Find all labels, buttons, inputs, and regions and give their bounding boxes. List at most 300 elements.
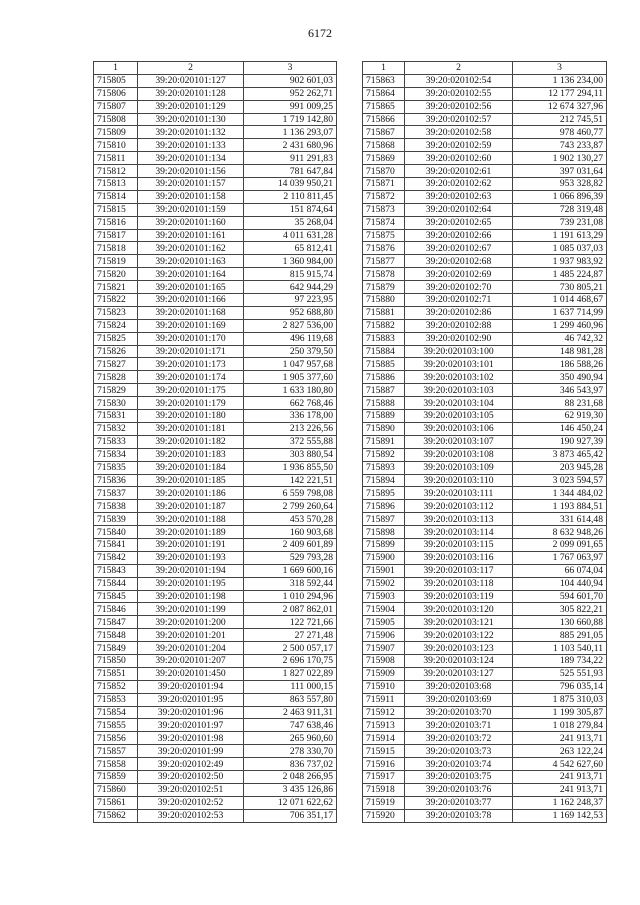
cadastral-number: 39:20:020101:189: [138, 526, 244, 539]
row-number: 715895: [363, 487, 405, 500]
cadastral-number: 39:20:020103:68: [405, 680, 513, 693]
table-row: [94, 745, 337, 758]
table-row: [363, 616, 607, 629]
cadastral-value: 1 637 714,99: [513, 306, 607, 319]
row-number: 715878: [363, 268, 405, 281]
row-number: 715847: [94, 616, 138, 629]
row-number: 715834: [94, 448, 138, 461]
row-number: 715868: [363, 139, 405, 152]
row-number: 715831: [94, 410, 138, 423]
table-row: [363, 526, 607, 539]
row-number: 715812: [94, 165, 138, 178]
cadastral-number: 39:20:020103:103: [405, 384, 513, 397]
table-row: [94, 74, 337, 87]
cadastral-value: 336 178,00: [244, 410, 337, 423]
cadastral-number: 39:20:020101:207: [138, 654, 244, 667]
table-row: [363, 809, 607, 822]
table-row: [363, 667, 607, 680]
cadastral-value: 642 944,29: [244, 281, 337, 294]
cadastral-number: 39:20:020101:129: [138, 100, 244, 113]
cadastral-number: 39:20:020101:173: [138, 358, 244, 371]
cadastral-number: 39:20:020101:201: [138, 629, 244, 642]
table-row: [363, 770, 607, 783]
cadastral-number: 39:20:020101:128: [138, 87, 244, 100]
cadastral-value: 14 039 950,21: [244, 178, 337, 191]
row-number: 715810: [94, 139, 138, 152]
cadastral-value: 263 122,24: [513, 745, 607, 758]
cadastral-number: 39:20:020103:116: [405, 551, 513, 564]
row-number: 715826: [94, 345, 138, 358]
row-number: 715817: [94, 229, 138, 242]
cadastral-number: 39:20:020101:162: [138, 242, 244, 255]
cadastral-number: 39:20:020103:124: [405, 654, 513, 667]
cadastral-value: 796 035,14: [513, 680, 607, 693]
cadastral-value: 122 721,66: [244, 616, 337, 629]
cadastral-number: 39:20:020102:49: [138, 758, 244, 771]
cadastral-number: 39:20:020103:72: [405, 732, 513, 745]
cadastral-number: 39:20:020102:52: [138, 796, 244, 809]
table-row: [94, 152, 337, 165]
table-body-left: [94, 74, 337, 822]
cadastral-value: 1 136 234,00: [513, 74, 607, 87]
cadastral-number: 39:20:020103:127: [405, 667, 513, 680]
table-row: [94, 770, 337, 783]
table-row: [94, 809, 337, 822]
cadastral-value: 1 827 022,89: [244, 667, 337, 680]
table-row: [363, 281, 607, 294]
cadastral-value: 189 734,22: [513, 654, 607, 667]
cadastral-value: 730 805,21: [513, 281, 607, 294]
table-row: [94, 306, 337, 319]
cadastral-number: 39:20:020101:134: [138, 152, 244, 165]
row-number: 715843: [94, 564, 138, 577]
table-row: [94, 719, 337, 732]
cadastral-number: 39:20:020102:54: [405, 74, 513, 87]
cadastral-number: 39:20:020102:53: [138, 809, 244, 822]
table-row: [363, 113, 607, 126]
cadastral-number: 39:20:020103:122: [405, 629, 513, 642]
table-row: [363, 538, 607, 551]
table-row: [94, 242, 337, 255]
cadastral-value: 1 103 540,11: [513, 642, 607, 655]
table-row: [94, 178, 337, 191]
row-number: 715907: [363, 642, 405, 655]
table-row: [94, 371, 337, 384]
table-row: [94, 551, 337, 564]
cadastral-number: 39:20:020101:175: [138, 384, 244, 397]
cadastral-number: 39:20:020102:63: [405, 190, 513, 203]
cadastral-number: 39:20:020101:188: [138, 513, 244, 526]
row-number: 715839: [94, 513, 138, 526]
cadastral-number: 39:20:020101:160: [138, 216, 244, 229]
cadastral-value: 12 674 327,96: [513, 100, 607, 113]
cadastral-value: 241 913,71: [513, 783, 607, 796]
cadastral-value: 1 633 180,80: [244, 384, 337, 397]
table-row: [94, 564, 337, 577]
table-row: [363, 577, 607, 590]
row-number: 715890: [363, 422, 405, 435]
cadastral-number: 39:20:020102:61: [405, 165, 513, 178]
cadastral-number: 39:20:020101:174: [138, 371, 244, 384]
cadastral-value: 46 742,32: [513, 332, 607, 345]
row-number: 715806: [94, 87, 138, 100]
table-row: [94, 538, 337, 551]
row-number: 715864: [363, 87, 405, 100]
cadastral-number: 39:20:020102:58: [405, 126, 513, 139]
cadastral-number: 39:20:020102:65: [405, 216, 513, 229]
cadastral-value: 991 009,25: [244, 100, 337, 113]
table-row: [363, 783, 607, 796]
row-number: 715873: [363, 203, 405, 216]
cadastral-number: 39:20:020103:121: [405, 616, 513, 629]
cadastral-value: 747 638,46: [244, 719, 337, 732]
table-row: [94, 100, 337, 113]
cadastral-number: 39:20:020101:200: [138, 616, 244, 629]
cadastral-number: 39:20:020102:64: [405, 203, 513, 216]
cadastral-number: 39:20:020103:106: [405, 422, 513, 435]
table-row: [94, 216, 337, 229]
cadastral-number: 39:20:020103:78: [405, 809, 513, 822]
cadastral-value: 186 588,26: [513, 358, 607, 371]
table-row: [363, 190, 607, 203]
row-number: 715874: [363, 216, 405, 229]
table-row: [94, 165, 337, 178]
table-row: [94, 203, 337, 216]
row-number: 715905: [363, 616, 405, 629]
table-row: [94, 693, 337, 706]
cadastral-number: 39:20:020101:198: [138, 590, 244, 603]
row-number: 715820: [94, 268, 138, 281]
cadastral-value: 739 231,08: [513, 216, 607, 229]
cadastral-value: 1 299 460,96: [513, 319, 607, 332]
cadastral-number: 39:20:020101:161: [138, 229, 244, 242]
cadastral-value: 952 688,80: [244, 306, 337, 319]
cadastral-value: 1 014 468,67: [513, 294, 607, 307]
cadastral-value: 1 902 130,27: [513, 152, 607, 165]
row-number: 715822: [94, 294, 138, 307]
cadastral-value: 706 351,17: [244, 809, 337, 822]
table-row: [94, 126, 337, 139]
table-row: [94, 294, 337, 307]
cadastral-value: 160 903,68: [244, 526, 337, 539]
cadastral-value: 911 291,83: [244, 152, 337, 165]
cadastral-value: 130 660,88: [513, 616, 607, 629]
cadastral-value: 728 319,48: [513, 203, 607, 216]
table-row: [363, 306, 607, 319]
row-number: 715828: [94, 371, 138, 384]
row-number: 715884: [363, 345, 405, 358]
cadastral-number: 39:20:020102:57: [405, 113, 513, 126]
cadastral-number: 39:20:020101:132: [138, 126, 244, 139]
table-header-row: [94, 62, 337, 75]
cadastral-value: 1 169 142,53: [513, 809, 607, 822]
cadastral-number: 39:20:020103:110: [405, 474, 513, 487]
row-number: 715859: [94, 770, 138, 783]
row-number: 715853: [94, 693, 138, 706]
cadastral-value: 97 223,95: [244, 294, 337, 307]
cadastral-value: 662 768,46: [244, 397, 337, 410]
cadastral-value: 902 601,03: [244, 74, 337, 87]
cadastral-value: 2 110 811,45: [244, 190, 337, 203]
cadastral-value: 12 071 622,62: [244, 796, 337, 809]
cadastral-value: 2 099 091,65: [513, 538, 607, 551]
table-row: [363, 319, 607, 332]
cadastral-number: 39:20:020103:111: [405, 487, 513, 500]
cadastral-value: 1 136 293,07: [244, 126, 337, 139]
row-number: 715862: [94, 809, 138, 822]
row-number: 715886: [363, 371, 405, 384]
cadastral-value: 27 271,48: [244, 629, 337, 642]
row-number: 715849: [94, 642, 138, 655]
cadastral-value: 62 919,30: [513, 410, 607, 423]
cadastral-number: 39:20:020102:56: [405, 100, 513, 113]
row-number: 715872: [363, 190, 405, 203]
cadastral-number: 39:20:020103:114: [405, 526, 513, 539]
row-number: 715821: [94, 281, 138, 294]
table-row: [94, 654, 337, 667]
cadastral-number: 39:20:020102:67: [405, 242, 513, 255]
table-row: [363, 216, 607, 229]
cadastral-number: 39:20:020103:101: [405, 358, 513, 371]
table-row: [363, 564, 607, 577]
table-row: [363, 642, 607, 655]
row-number: 715870: [363, 165, 405, 178]
cadastral-value: 66 074,04: [513, 564, 607, 577]
row-number: 715903: [363, 590, 405, 603]
table-row: [363, 758, 607, 771]
row-number: 715871: [363, 178, 405, 191]
cadastral-value: 3 023 594,57: [513, 474, 607, 487]
cadastral-value: 594 601,70: [513, 590, 607, 603]
cadastral-number: 39:20:020103:102: [405, 371, 513, 384]
table-row: [94, 513, 337, 526]
table-row: [94, 255, 337, 268]
row-number: 715919: [363, 796, 405, 809]
cadastral-number: 39:20:020101:183: [138, 448, 244, 461]
row-number: 715848: [94, 629, 138, 642]
cadastral-number: 39:20:020103:105: [405, 410, 513, 423]
row-number: 715841: [94, 538, 138, 551]
row-number: 715844: [94, 577, 138, 590]
cadastral-value: 1 162 248,37: [513, 796, 607, 809]
table-row: [94, 461, 337, 474]
cadastral-value: 743 233,87: [513, 139, 607, 152]
cadastral-value: 2 827 536,00: [244, 319, 337, 332]
table-row: [94, 783, 337, 796]
table-row: [363, 139, 607, 152]
table-row: [363, 732, 607, 745]
row-number: 715877: [363, 255, 405, 268]
table-row: [94, 732, 337, 745]
cadastral-number: 39:20:020103:117: [405, 564, 513, 577]
cadastral-number: 39:20:020103:71: [405, 719, 513, 732]
cadastral-number: 39:20:020102:68: [405, 255, 513, 268]
row-number: 715900: [363, 551, 405, 564]
cadastral-number: 39:20:020101:157: [138, 178, 244, 191]
row-number: 715808: [94, 113, 138, 126]
cadastral-value: 303 880,54: [244, 448, 337, 461]
cadastral-number: 39:20:020103:74: [405, 758, 513, 771]
row-number: 715827: [94, 358, 138, 371]
cadastral-value: 2 500 057,17: [244, 642, 337, 655]
cadastral-number: 39:20:020103:115: [405, 538, 513, 551]
cadastral-number: 39:20:020103:73: [405, 745, 513, 758]
row-number: 715913: [363, 719, 405, 732]
row-number: 715917: [363, 770, 405, 783]
cadastral-number: 39:20:020103:118: [405, 577, 513, 590]
cadastral-value: 496 119,68: [244, 332, 337, 345]
cadastral-number: 39:20:020103:107: [405, 435, 513, 448]
table-row: [363, 551, 607, 564]
table-row: [94, 384, 337, 397]
cadastral-number: 39:20:020101:98: [138, 732, 244, 745]
table-row: [94, 397, 337, 410]
table-row: [363, 590, 607, 603]
table-row: [94, 487, 337, 500]
table-row: [94, 190, 337, 203]
cadastral-value: 952 262,71: [244, 87, 337, 100]
cadastral-value: 1 010 294,96: [244, 590, 337, 603]
cadastral-number: 39:20:020102:59: [405, 139, 513, 152]
cadastral-number: 39:20:020102:60: [405, 152, 513, 165]
header-col-1: 1: [363, 62, 405, 75]
row-number: 715881: [363, 306, 405, 319]
cadastral-value: 4 542 627,60: [513, 758, 607, 771]
cadastral-value: 241 913,71: [513, 770, 607, 783]
cadastral-value: 1 018 279,84: [513, 719, 607, 732]
cadastral-number: 39:20:020103:113: [405, 513, 513, 526]
cadastral-value: 1 191 613,29: [513, 229, 607, 242]
table-row: [94, 680, 337, 693]
cadastral-value: 836 737,02: [244, 758, 337, 771]
cadastral-value: 1 875 310,03: [513, 693, 607, 706]
row-number: 715860: [94, 783, 138, 796]
cadastral-number: 39:20:020101:164: [138, 268, 244, 281]
cadastral-number: 39:20:020101:191: [138, 538, 244, 551]
cadastral-number: 39:20:020101:133: [138, 139, 244, 152]
table-row: [363, 332, 607, 345]
row-number: 715918: [363, 783, 405, 796]
row-number: 715824: [94, 319, 138, 332]
table-row: [363, 87, 607, 100]
cadastral-value: 1 936 855,50: [244, 461, 337, 474]
table-row: [363, 422, 607, 435]
row-number: 715854: [94, 706, 138, 719]
row-number: 715832: [94, 422, 138, 435]
row-number: 715885: [363, 358, 405, 371]
row-number: 715823: [94, 306, 138, 319]
cadastral-value: 88 231,68: [513, 397, 607, 410]
row-number: 715910: [363, 680, 405, 693]
row-number: 715901: [363, 564, 405, 577]
table-row: [363, 487, 607, 500]
row-number: 715909: [363, 667, 405, 680]
row-number: 715889: [363, 410, 405, 423]
row-number: 715833: [94, 435, 138, 448]
row-number: 715809: [94, 126, 138, 139]
row-number: 715814: [94, 190, 138, 203]
cadastral-number: 39:20:020103:119: [405, 590, 513, 603]
table-body-right: [363, 74, 607, 822]
cadastral-number: 39:20:020103:109: [405, 461, 513, 474]
cadastral-number: 39:20:020101:180: [138, 410, 244, 423]
cadastral-number: 39:20:020101:186: [138, 487, 244, 500]
table-row: [94, 603, 337, 616]
table-row: [94, 590, 337, 603]
cadastral-number: 39:20:020101:181: [138, 422, 244, 435]
table-row: [363, 796, 607, 809]
cadastral-value: 35 268,04: [244, 216, 337, 229]
table-row: [94, 758, 337, 771]
cadastral-number: 39:20:020103:70: [405, 706, 513, 719]
row-number: 715811: [94, 152, 138, 165]
cadastral-number: 39:20:020101:168: [138, 306, 244, 319]
cadastral-number: 39:20:020102:50: [138, 770, 244, 783]
cadastral-value: 2 463 911,31: [244, 706, 337, 719]
table-row: [94, 319, 337, 332]
table-row: [363, 410, 607, 423]
row-number: 715861: [94, 796, 138, 809]
cadastral-number: 39:20:020101:158: [138, 190, 244, 203]
cadastral-number: 39:20:020101:97: [138, 719, 244, 732]
cadastral-value: 318 592,44: [244, 577, 337, 590]
table-row: [363, 435, 607, 448]
cadastral-value: 12 177 294,11: [513, 87, 607, 100]
table-row: [94, 422, 337, 435]
table-row: [363, 203, 607, 216]
row-number: 715836: [94, 474, 138, 487]
cadastral-number: 39:20:020101:193: [138, 551, 244, 564]
row-number: 715835: [94, 461, 138, 474]
cadastral-value: 1 360 984,00: [244, 255, 337, 268]
cadastral-number: 39:20:020103:120: [405, 603, 513, 616]
table-row: [94, 435, 337, 448]
row-number: 715805: [94, 74, 138, 87]
row-number: 715915: [363, 745, 405, 758]
table-row: [363, 255, 607, 268]
cadastral-value: 781 647,84: [244, 165, 337, 178]
cadastral-value: 142 221,51: [244, 474, 337, 487]
row-number: 715875: [363, 229, 405, 242]
row-number: 715894: [363, 474, 405, 487]
row-number: 715816: [94, 216, 138, 229]
cadastral-table-right: [362, 61, 607, 823]
row-number: 715908: [363, 654, 405, 667]
table-header-row: [363, 62, 607, 75]
row-number: 715813: [94, 178, 138, 191]
row-number: 715880: [363, 294, 405, 307]
cadastral-value: 525 551,93: [513, 667, 607, 680]
cadastral-value: 815 915,74: [244, 268, 337, 281]
cadastral-number: 39:20:020102:62: [405, 178, 513, 191]
table-row: [363, 474, 607, 487]
row-number: 715819: [94, 255, 138, 268]
row-number: 715920: [363, 809, 405, 822]
table-row: [94, 268, 337, 281]
cadastral-value: 212 745,51: [513, 113, 607, 126]
cadastral-number: 39:20:020101:204: [138, 642, 244, 655]
cadastral-value: 1 047 957,68: [244, 358, 337, 371]
cadastral-number: 39:20:020103:76: [405, 783, 513, 796]
cadastral-number: 39:20:020101:156: [138, 165, 244, 178]
row-number: 715829: [94, 384, 138, 397]
cadastral-value: 2 409 601,89: [244, 538, 337, 551]
cadastral-value: 3 435 126,86: [244, 783, 337, 796]
cadastral-number: 39:20:020101:185: [138, 474, 244, 487]
cadastral-value: 213 226,56: [244, 422, 337, 435]
table-row: [363, 397, 607, 410]
row-number: 715857: [94, 745, 138, 758]
